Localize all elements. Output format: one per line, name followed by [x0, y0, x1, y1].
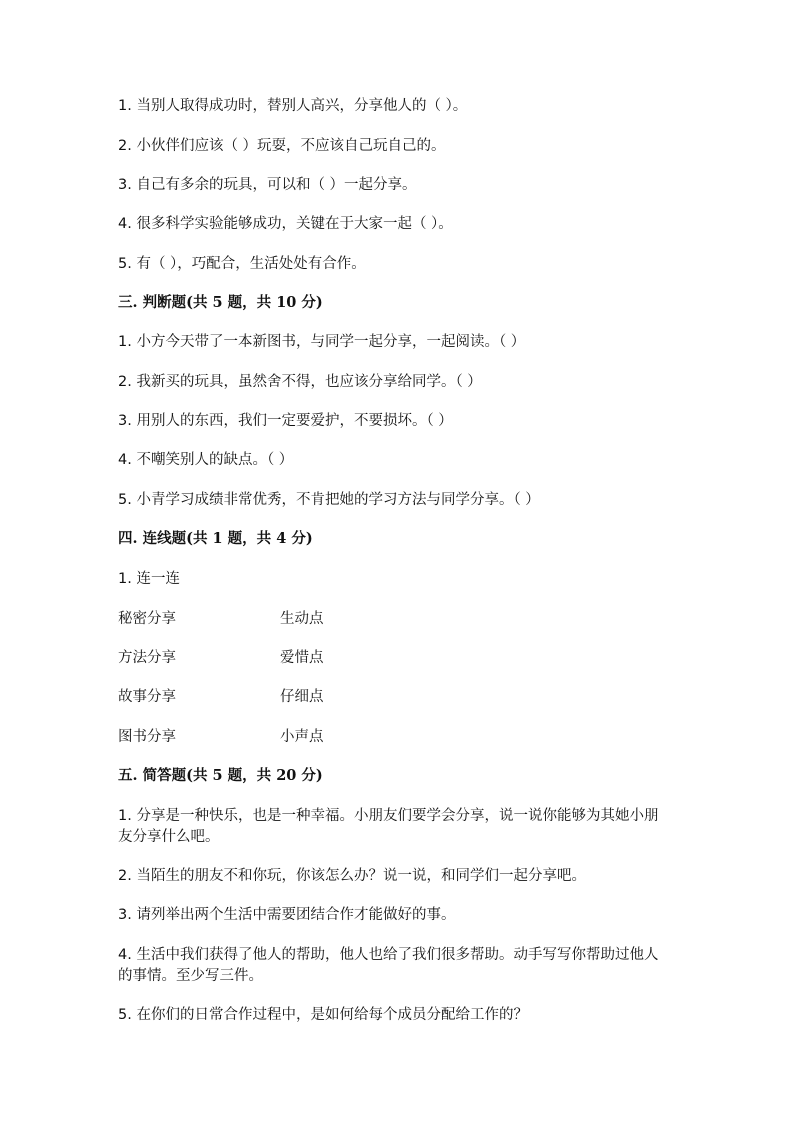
- short-answer-item: 2. 当陌生的朋友不和你玩，你该怎么办？说一说，和同学们一起分享吧。: [118, 868, 586, 884]
- section-title-matching: 四. 连线题(共 1 题，共 4 分): [118, 530, 313, 547]
- fill-blank-item: 2. 小伙伴们应该（ ）玩耍，不应该自己玩自己的。: [118, 138, 446, 154]
- judgement-item: 3. 用别人的东西，我们一定要爱护，不要损坏。（ ）: [118, 413, 453, 429]
- matching-prompt: 1. 连一连: [118, 571, 180, 587]
- matching-left-item: 故事分享: [118, 689, 176, 705]
- fill-blank-item: 1. 当别人取得成功时，替别人高兴，分享他人的（ ）。: [118, 98, 468, 114]
- fill-blank-item: 5. 有（ ），巧配合，生活处处有合作。: [118, 256, 366, 272]
- section-title-short-answer: 五. 简答题(共 5 题，共 20 分): [118, 767, 323, 784]
- matching-right-item: 爱惜点: [280, 650, 324, 666]
- matching-right-item: 生动点: [280, 611, 324, 627]
- matching-left-item: 秘密分享: [118, 611, 176, 627]
- matching-left-item: 图书分享: [118, 729, 176, 745]
- matching-right-item: 小声点: [280, 729, 324, 745]
- judgement-item: 5. 小青学习成绩非常优秀，不肯把她的学习方法与同学分享。（ ）: [118, 492, 540, 508]
- section-title-judgement: 三. 判断题(共 5 题，共 10 分): [118, 294, 323, 311]
- short-answer-item: 3. 请列举出两个生活中需要团结合作才能做好的事。: [118, 907, 456, 923]
- judgement-item: 1. 小方今天带了一本新图书，与同学一起分享，一起阅读。（ ）: [118, 334, 526, 350]
- short-answer-item: 1. 分享是一种快乐，也是一种幸福。小朋友们要学会分享，说一说你能够为其她小朋友分享什么吧。: [118, 808, 659, 845]
- short-answer-item: 5. 在你们的日常合作过程中，是如何给每个成员分配给工作的？: [118, 1007, 528, 1023]
- fill-blank-item: 3. 自己有多余的玩具，可以和（ ）一起分享。: [118, 177, 417, 193]
- short-answer-item: 4. 生活中我们获得了他人的帮助，他人也给了我们很多帮助。动手写写你帮助过他人的事情。至少写三件。: [118, 947, 659, 984]
- judgement-item: 2. 我新买的玩具，虽然舍不得，也应该分享给同学。（ ）: [118, 374, 482, 390]
- matching-right-item: 仔细点: [280, 689, 324, 705]
- matching-left-item: 方法分享: [118, 650, 176, 666]
- judgement-item: 4. 不嘲笑别人的缺点。（ ）: [118, 452, 294, 468]
- fill-blank-item: 4. 很多科学实验能够成功，关键在于大家一起（ ）。: [118, 216, 453, 232]
